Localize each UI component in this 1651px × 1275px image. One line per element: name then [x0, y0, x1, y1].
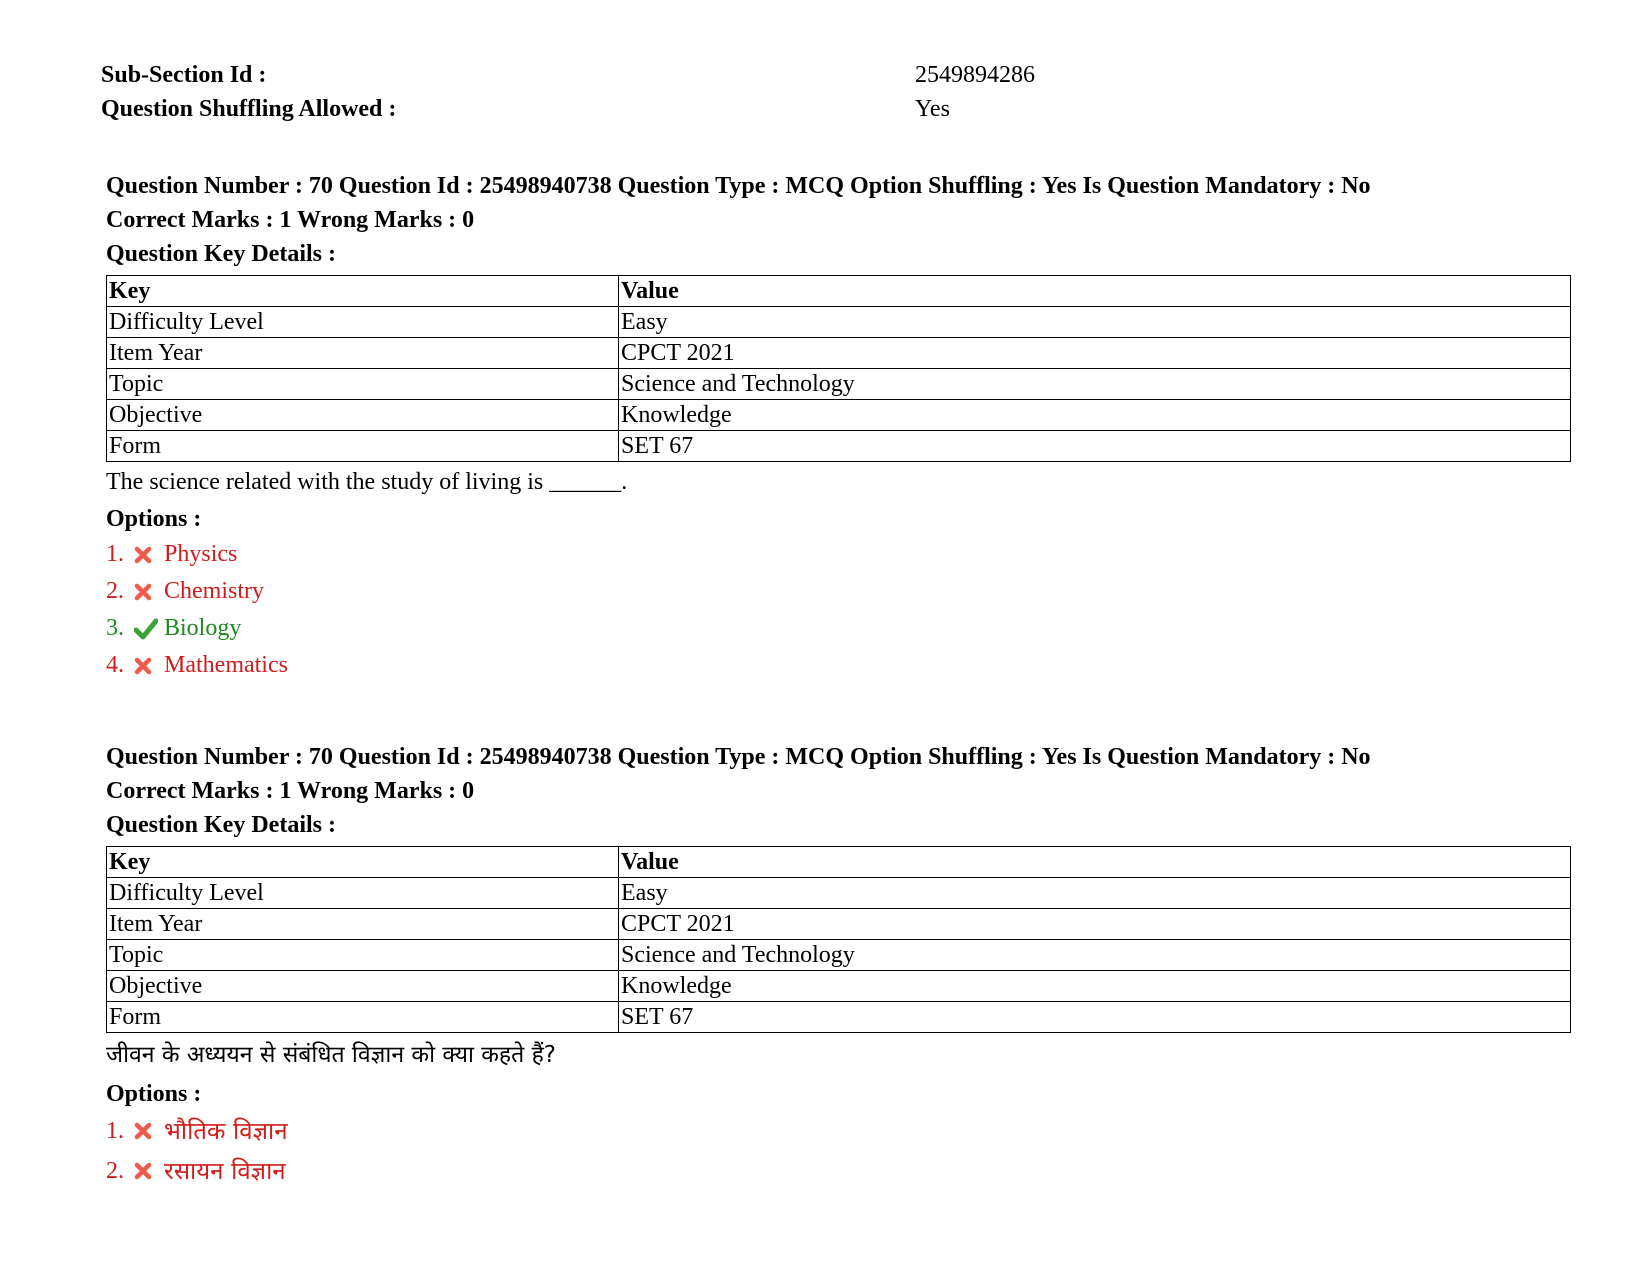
table-cell-value: SET 67	[619, 1002, 1571, 1033]
cross-icon	[134, 1122, 164, 1140]
table-row	[107, 369, 1571, 400]
table-cell-value: SET 67	[619, 431, 1571, 462]
option-text: Biology	[164, 615, 242, 641]
table-header-row	[107, 847, 1571, 878]
table-cell-key: Difficulty Level	[107, 307, 619, 338]
option-number: 4.	[106, 652, 124, 678]
check-icon	[134, 618, 164, 640]
table-header-key: Key	[107, 847, 619, 878]
question-meta-line: Question Number : 70 Question Id : 25498940738 Question Type : MCQ Option Shuffling : Yes Is Question Mandatory : No	[106, 744, 1371, 770]
key-details-table	[106, 846, 1571, 1033]
table-cell-key: Objective	[107, 400, 619, 431]
table-row	[107, 307, 1571, 338]
table-cell-key: Form	[107, 431, 619, 462]
option-text: भौतिक विज्ञान	[164, 1117, 288, 1145]
question-meta-line: Question Number : 70 Question Id : 25498940738 Question Type : MCQ Option Shuffling : Yes Is Question Mandatory : No	[106, 173, 1371, 199]
table-header-value: Value	[619, 847, 1571, 878]
cross-icon	[134, 657, 164, 675]
table-cell-key: Item Year	[107, 909, 619, 940]
option-number: 1.	[106, 541, 124, 567]
question-block-1	[106, 169, 1571, 684]
table-row	[107, 940, 1571, 971]
subsection-value: 2549894286	[915, 62, 1035, 88]
cross-icon	[134, 1162, 164, 1180]
table-row	[107, 1002, 1571, 1033]
table-header-key: Key	[107, 276, 619, 307]
cross-icon	[134, 546, 164, 564]
question-text: The science related with the study of living is ______.	[106, 469, 628, 495]
option-item	[106, 647, 1571, 684]
table-cell-key: Topic	[107, 369, 619, 400]
table-cell-key: Difficulty Level	[107, 878, 619, 909]
option-item	[106, 1111, 1571, 1151]
marks-line: Correct Marks : 1 Wrong Marks : 0	[106, 778, 475, 804]
table-row	[107, 971, 1571, 1002]
table-row	[107, 909, 1571, 940]
option-item	[106, 536, 1571, 573]
option-text: रसायन विज्ञान	[164, 1157, 286, 1185]
key-details-label: Question Key Details :	[106, 241, 336, 267]
cross-icon	[134, 583, 164, 601]
option-number: 2.	[106, 1158, 124, 1184]
option-text: Mathematics	[164, 652, 288, 678]
table-row	[107, 431, 1571, 462]
table-cell-value: CPCT 2021	[619, 338, 1571, 369]
shuffle-label: Question Shuffling Allowed :	[101, 96, 397, 122]
table-header-value: Value	[619, 276, 1571, 307]
table-header-row	[107, 276, 1571, 307]
option-number: 1.	[106, 1118, 124, 1144]
table-row	[107, 878, 1571, 909]
option-item	[106, 610, 1571, 647]
table-cell-value: Easy	[619, 307, 1571, 338]
marks-line: Correct Marks : 1 Wrong Marks : 0	[106, 207, 475, 233]
table-cell-key: Topic	[107, 940, 619, 971]
table-cell-value: Easy	[619, 878, 1571, 909]
option-item	[106, 1151, 1571, 1191]
shuffle-value: Yes	[915, 96, 950, 122]
option-text: Chemistry	[164, 578, 264, 604]
table-cell-value: Science and Technology	[619, 369, 1571, 400]
table-row	[107, 400, 1571, 431]
options-label: Options :	[106, 1081, 202, 1107]
subsection-label: Sub-Section Id :	[101, 62, 267, 88]
table-cell-key: Objective	[107, 971, 619, 1002]
option-item	[106, 573, 1571, 610]
question-text: जीवन के अध्ययन से संबंधित विज्ञान को क्या कहते हैं?	[106, 1042, 556, 1068]
key-details-table	[106, 275, 1571, 462]
option-number: 3.	[106, 615, 124, 641]
option-text: Physics	[164, 541, 238, 567]
table-cell-value: Knowledge	[619, 971, 1571, 1002]
table-cell-key: Form	[107, 1002, 619, 1033]
table-row	[107, 338, 1571, 369]
option-number: 2.	[106, 578, 124, 604]
options-label: Options :	[106, 506, 202, 532]
table-cell-value: Knowledge	[619, 400, 1571, 431]
table-cell-key: Item Year	[107, 338, 619, 369]
question-block-2	[106, 740, 1571, 1191]
table-cell-value: Science and Technology	[619, 940, 1571, 971]
key-details-label: Question Key Details :	[106, 812, 336, 838]
table-cell-value: CPCT 2021	[619, 909, 1571, 940]
